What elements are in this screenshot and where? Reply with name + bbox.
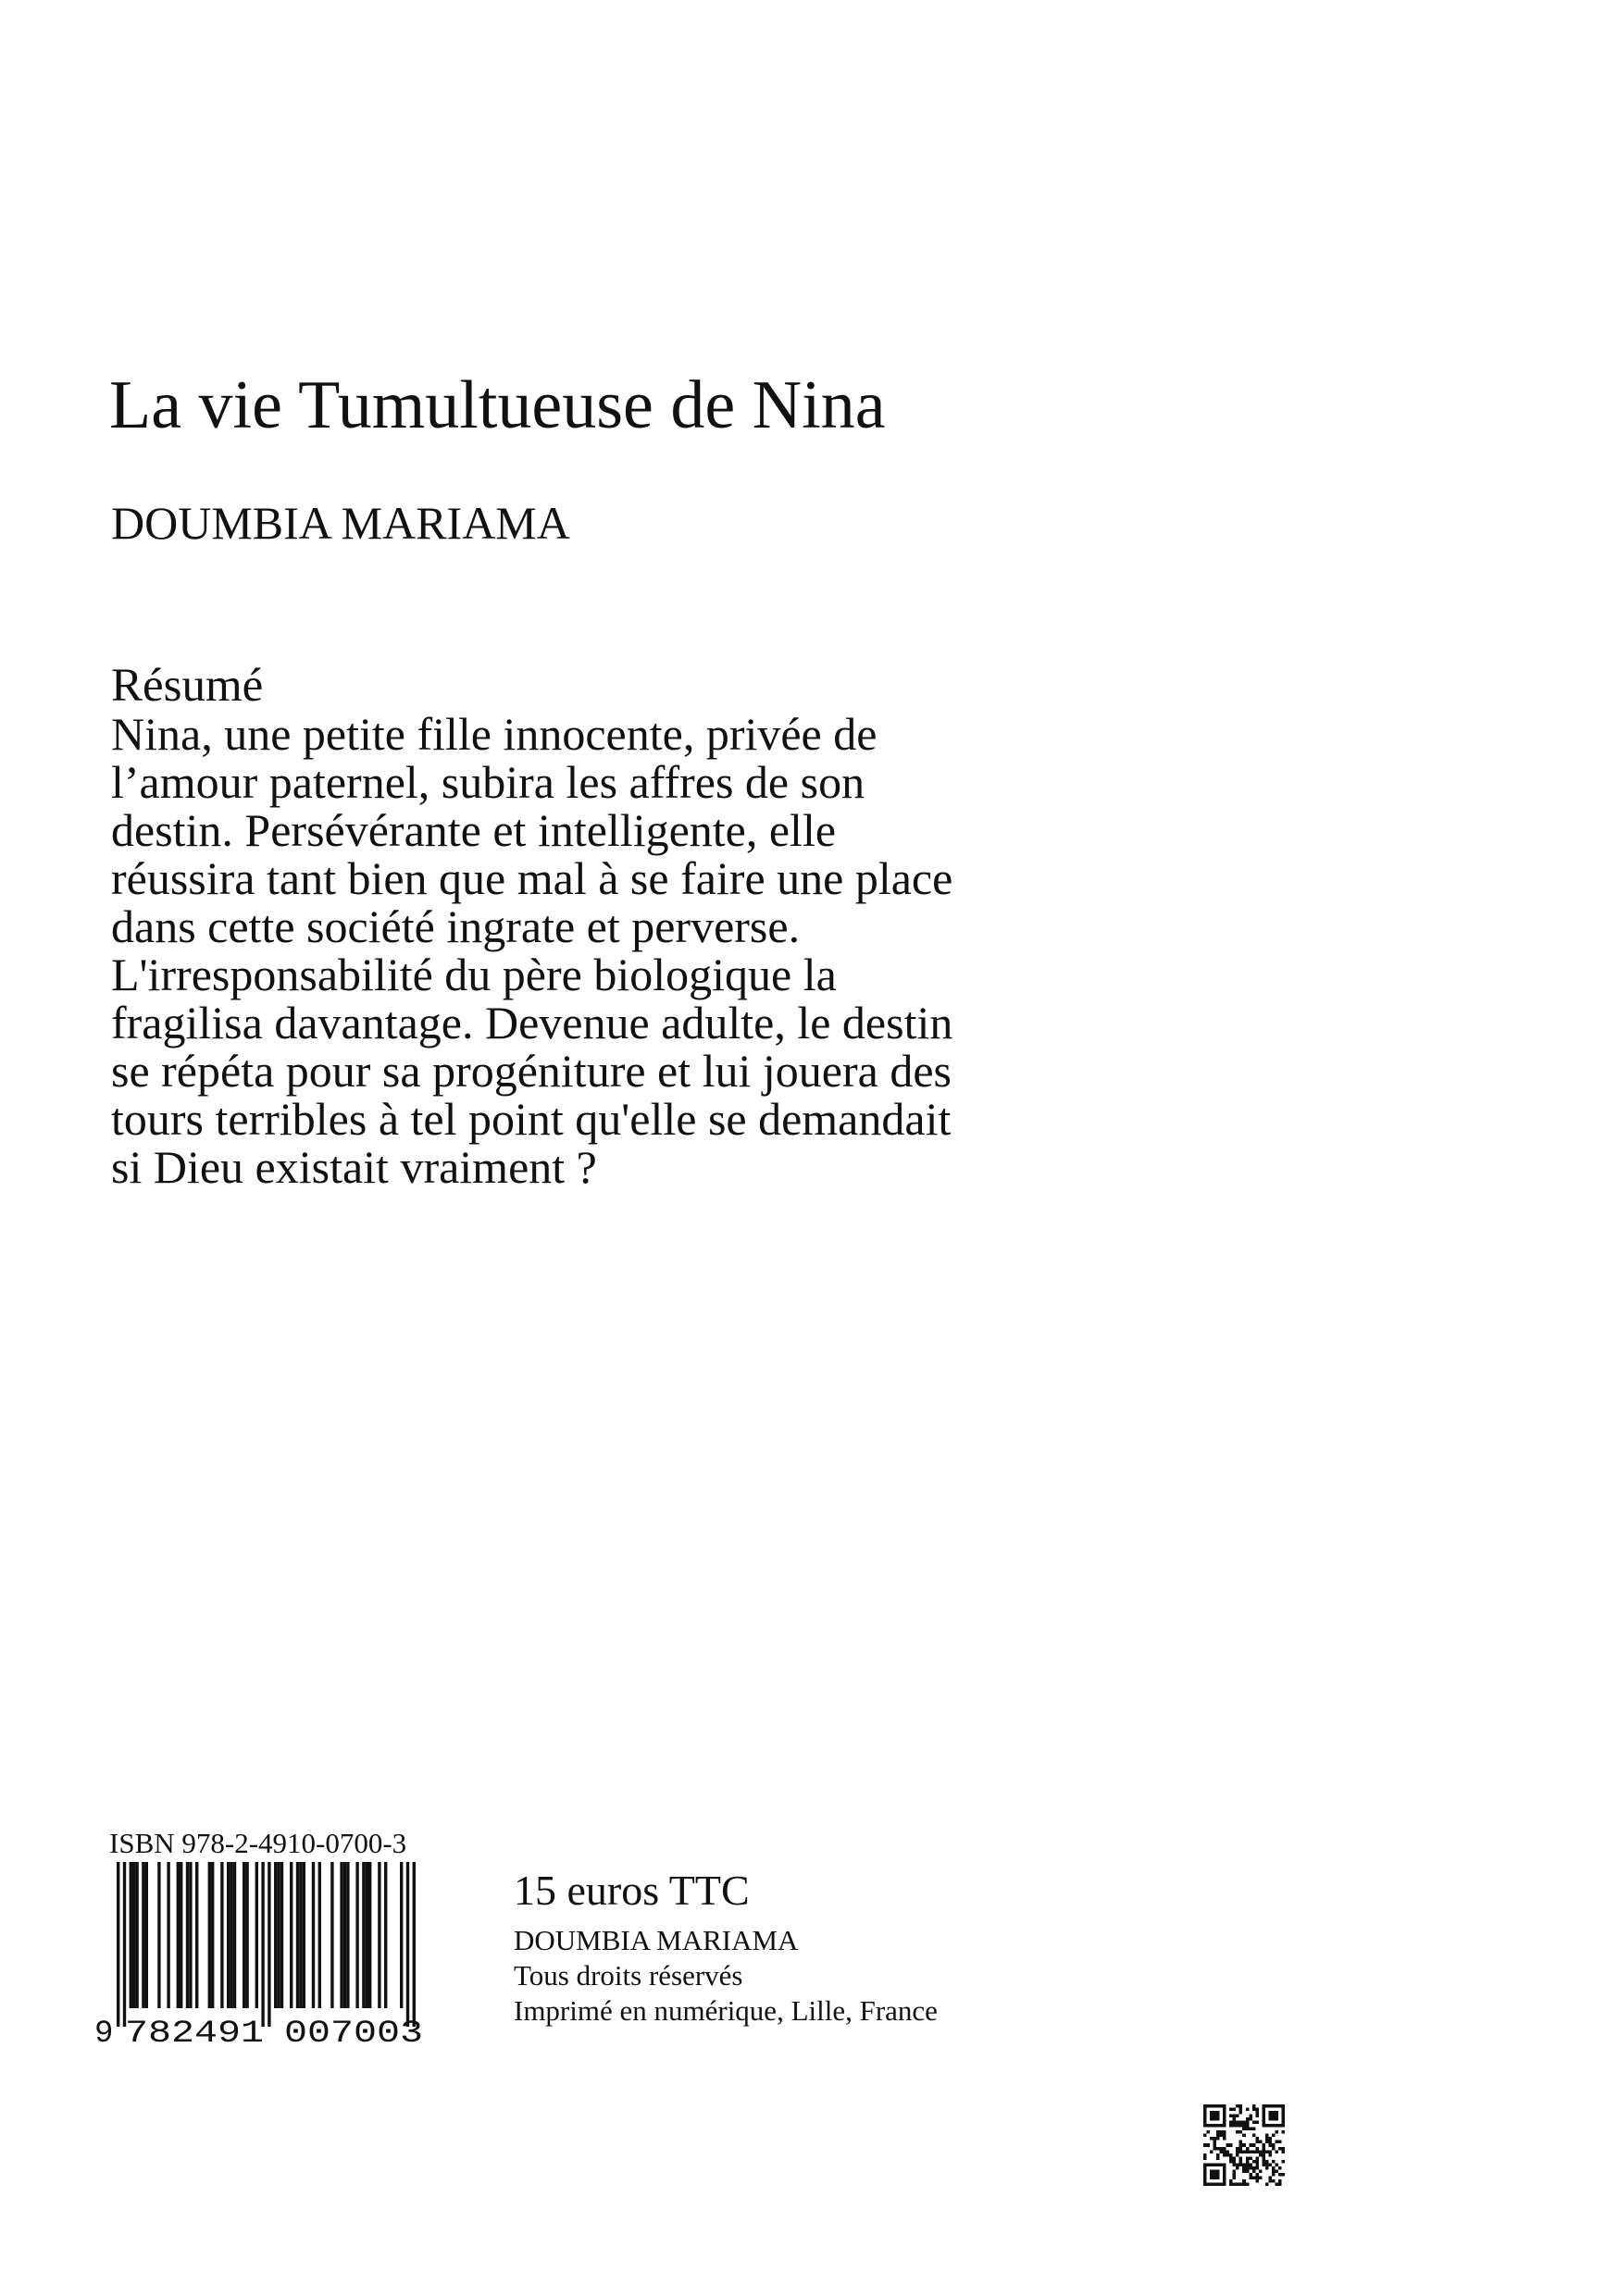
barcode-digits-left: 782491 xyxy=(125,2017,264,2045)
qr-module xyxy=(1233,2163,1237,2166)
qr-module xyxy=(1268,2153,1272,2157)
qr-module xyxy=(1265,2163,1269,2166)
qr-module xyxy=(1249,2143,1252,2147)
qr-module xyxy=(1281,2160,1285,2164)
qr-module xyxy=(1268,2137,1272,2141)
barcode-bar xyxy=(132,1862,135,2008)
qr-module xyxy=(1272,2179,1276,2183)
qr-module xyxy=(1214,2147,1217,2151)
qr-module xyxy=(1272,2134,1276,2138)
qr-module xyxy=(1272,2173,1276,2177)
qr-module xyxy=(1229,2153,1233,2157)
barcode-bar xyxy=(180,1862,182,2008)
barcode-bar xyxy=(290,1862,292,2008)
qr-module xyxy=(1275,2130,1278,2134)
qr-module xyxy=(1272,2169,1276,2173)
qr-module xyxy=(1252,2128,1256,2131)
qr-module xyxy=(1242,2163,1246,2166)
qr-module xyxy=(1265,2141,1269,2144)
qr-module xyxy=(1275,2141,1278,2144)
qr-module xyxy=(1233,2115,1237,2118)
barcode-bar xyxy=(245,1862,248,2008)
qr-module xyxy=(1214,2141,1217,2144)
qr-module xyxy=(1262,2153,1265,2157)
qr-module xyxy=(1262,2160,1265,2164)
qr-module xyxy=(1281,2108,1285,2125)
qr-module xyxy=(1249,2156,1252,2160)
qr-module xyxy=(1262,2150,1265,2153)
qr-module xyxy=(1268,2179,1272,2183)
barcode-bar xyxy=(378,1862,380,2008)
summary-line: réussira tant bien que mal à se faire une place xyxy=(111,852,953,904)
qr-module xyxy=(1246,2182,1250,2186)
qr-module xyxy=(1236,2163,1239,2166)
qr-module xyxy=(1252,2134,1256,2138)
qr-module xyxy=(1236,2115,1239,2118)
qr-module xyxy=(1233,2182,1237,2186)
qr-module xyxy=(1255,2176,1259,2179)
barcode-bar xyxy=(277,1862,280,2008)
barcode-bar xyxy=(296,1862,299,2008)
barcode-bar xyxy=(274,1862,277,2008)
qr-module xyxy=(1252,2143,1256,2147)
summary-line: tours terribles à tel point qu'elle se demandait xyxy=(111,1093,952,1145)
qr-module xyxy=(1229,2108,1233,2112)
summary-line: si Dieu existait vraiment ? xyxy=(111,1141,597,1193)
qr-module xyxy=(1242,2128,1246,2131)
barcode-bar xyxy=(400,1862,403,2008)
barcode-bar xyxy=(142,1862,144,2008)
barcode-bar xyxy=(312,1862,315,2008)
qr-module xyxy=(1233,2108,1237,2112)
qr-module xyxy=(1229,2121,1233,2125)
summary-line: destin. Persévérante et intelligente, elle xyxy=(111,804,837,856)
qr-module xyxy=(1214,2143,1217,2147)
qr-module xyxy=(1281,2150,1285,2153)
qr-module xyxy=(1236,2182,1239,2186)
qr-module xyxy=(1220,2134,1224,2138)
qr-module xyxy=(1246,2121,1250,2125)
author-name: DOUMBIA MARIAMA xyxy=(111,497,570,549)
qr-module xyxy=(1278,2141,1282,2144)
qr-module xyxy=(1246,2166,1250,2170)
qr-module xyxy=(1275,2182,1278,2186)
qr-module xyxy=(1229,2179,1233,2183)
qr-module xyxy=(1246,2156,1250,2160)
qr-module xyxy=(1233,2176,1237,2179)
qr-module xyxy=(1272,2147,1276,2151)
barcode-bar xyxy=(227,1862,230,2008)
qr-module xyxy=(1272,2143,1276,2147)
qr-module xyxy=(1203,2143,1207,2147)
qr-module xyxy=(1226,2150,1230,2153)
barcode-bar xyxy=(268,1862,270,2027)
barcode-bar xyxy=(230,1862,232,2008)
qr-module xyxy=(1252,2108,1256,2112)
qr-module xyxy=(1246,2169,1250,2173)
barcode-bar xyxy=(130,1862,132,2008)
qr-module xyxy=(1239,2111,1243,2115)
barcode-bar xyxy=(413,1862,416,2027)
barcode-bar xyxy=(368,1862,371,2008)
qr-module xyxy=(1265,2134,1269,2138)
qr-module xyxy=(1278,2179,1282,2183)
price: 15 euros TTC xyxy=(514,1867,750,1914)
qr-module xyxy=(1252,2121,1256,2125)
qr-module xyxy=(1252,2150,1256,2153)
qr-module xyxy=(1239,2104,1243,2108)
qr-module xyxy=(1246,2150,1250,2153)
qr-module xyxy=(1239,2130,1243,2134)
qr-module xyxy=(1246,2160,1250,2164)
qr-module xyxy=(1233,2169,1237,2173)
barcode-bar xyxy=(123,1862,126,2027)
qr-module xyxy=(1223,2134,1226,2138)
qr-module xyxy=(1220,2150,1224,2153)
qr-module xyxy=(1229,2143,1233,2147)
qr-module xyxy=(1223,2150,1226,2153)
qr-module xyxy=(1229,2182,1233,2186)
qr-module xyxy=(1262,2147,1265,2151)
barcode-bar xyxy=(167,1862,169,2008)
qr-module xyxy=(1252,2160,1256,2164)
qr-module xyxy=(1236,2166,1239,2170)
qr-module xyxy=(1239,2182,1243,2186)
summary-line: L'irresponsabilité du père biologique la xyxy=(111,949,837,1000)
qr-module xyxy=(1281,2173,1285,2177)
qr-module xyxy=(1229,2124,1233,2128)
qr-module xyxy=(1246,2117,1250,2121)
qr-module xyxy=(1259,2169,1263,2173)
barcode-bar xyxy=(355,1862,358,2008)
qr-module xyxy=(1210,2150,1214,2153)
qr-module xyxy=(1233,2160,1237,2164)
qr-module xyxy=(1249,2128,1252,2131)
barcode-bar xyxy=(261,1862,264,2027)
qr-module xyxy=(1265,2182,1269,2186)
qr-module xyxy=(1246,2147,1250,2151)
qr-module xyxy=(1236,2130,1239,2134)
qr-module xyxy=(1236,2104,1239,2108)
qr-module xyxy=(1207,2130,1211,2134)
qr-module xyxy=(1239,2156,1243,2160)
qr-module xyxy=(1275,2169,1278,2173)
qr-module xyxy=(1210,2111,1220,2121)
qr-module xyxy=(1259,2150,1263,2153)
barcode-bar xyxy=(280,1862,283,2008)
qr-module xyxy=(1255,2137,1259,2141)
qr-module xyxy=(1255,2156,1259,2160)
qr-module xyxy=(1275,2163,1278,2166)
printing-location: Imprimé en numérique, Lille, France xyxy=(514,1994,938,2027)
qr-module xyxy=(1249,2173,1252,2177)
qr-module xyxy=(1223,2166,1226,2183)
qr-module xyxy=(1249,2115,1252,2118)
qr-module xyxy=(1223,2137,1226,2141)
qr-module xyxy=(1255,2108,1259,2112)
barcode-bar xyxy=(330,1862,333,2008)
qr-module xyxy=(1214,2137,1217,2141)
qr-module xyxy=(1242,2166,1246,2170)
qr-module xyxy=(1239,2147,1243,2151)
barcode-bar xyxy=(117,1862,119,2027)
qr-module xyxy=(1223,2130,1226,2134)
qr-module xyxy=(1262,2124,1285,2128)
barcode-bar xyxy=(189,1862,192,2008)
qr-module xyxy=(1233,2173,1237,2177)
qr-module xyxy=(1216,2134,1220,2138)
barcode-bar xyxy=(220,1862,223,2008)
barcode-bar xyxy=(346,1862,349,2008)
qr-module xyxy=(1242,2124,1246,2128)
summary-heading: Résumé xyxy=(111,660,264,712)
qr-module xyxy=(1252,2176,1256,2179)
qr-module xyxy=(1265,2150,1269,2153)
qr-module xyxy=(1262,2143,1265,2147)
qr-module xyxy=(1220,2130,1224,2134)
qr-module xyxy=(1281,2130,1285,2134)
qr-module xyxy=(1255,2166,1259,2170)
qr-module xyxy=(1262,2156,1265,2160)
qr-module xyxy=(1223,2108,1226,2125)
qr-module xyxy=(1233,2124,1237,2128)
summary-block xyxy=(111,662,1240,1191)
barcode-bar xyxy=(208,1862,211,2008)
qr-module xyxy=(1262,2104,1285,2108)
barcode-bar xyxy=(362,1862,365,2008)
qr-module xyxy=(1249,2117,1252,2121)
qr-module xyxy=(1203,2104,1226,2108)
qr-module xyxy=(1239,2143,1243,2147)
qr-module xyxy=(1236,2150,1239,2153)
qr-module xyxy=(1259,2153,1263,2157)
qr-module xyxy=(1272,2166,1276,2170)
qr-module xyxy=(1216,2130,1220,2134)
qr-module xyxy=(1246,2108,1250,2112)
barcode-bar xyxy=(233,1862,236,2008)
qr-module xyxy=(1236,2121,1239,2125)
qr-module xyxy=(1226,2153,1230,2157)
qr-module xyxy=(1249,2150,1252,2153)
barcode-digit-first: 9 xyxy=(94,2017,114,2045)
qr-module xyxy=(1203,2108,1207,2125)
qr-module xyxy=(1255,2147,1259,2151)
qr-module xyxy=(1216,2153,1220,2157)
qr-module xyxy=(1207,2143,1211,2147)
qr-code xyxy=(1203,2104,1285,2186)
qr-module xyxy=(1216,2147,1220,2151)
summary-line: se répéta pour sa progéniture et lui jouera des xyxy=(111,1045,952,1097)
qr-module xyxy=(1255,2111,1259,2115)
qr-module xyxy=(1242,2143,1246,2147)
rights-notice: Tous droits réservés xyxy=(514,1959,743,1992)
qr-module xyxy=(1233,2121,1237,2125)
qr-module xyxy=(1252,2104,1256,2108)
barcode-bar xyxy=(177,1862,180,2008)
qr-module xyxy=(1242,2134,1246,2138)
qr-module xyxy=(1239,2121,1243,2125)
qr-module xyxy=(1220,2147,1224,2151)
qr-module xyxy=(1281,2147,1285,2151)
qr-module xyxy=(1278,2182,1282,2186)
qr-module xyxy=(1236,2124,1239,2128)
qr-module xyxy=(1259,2141,1263,2144)
qr-module xyxy=(1255,2173,1259,2177)
publisher-name: DOUMBIA MARIAMA xyxy=(514,1924,799,1956)
qr-module xyxy=(1203,2153,1207,2157)
qr-module xyxy=(1216,2156,1220,2160)
qr-module xyxy=(1216,2137,1220,2141)
summary-line: l’amour paternel, subira les affres de son xyxy=(111,756,865,808)
barcode-bar xyxy=(243,1862,245,2008)
qr-module xyxy=(1203,2166,1207,2183)
qr-module xyxy=(1255,2179,1259,2183)
qr-module xyxy=(1255,2150,1259,2153)
barcode-bar xyxy=(157,1862,160,2008)
qr-module xyxy=(1255,2160,1259,2164)
qr-module xyxy=(1242,2121,1246,2125)
qr-module xyxy=(1268,2150,1272,2153)
qr-module xyxy=(1203,2134,1207,2138)
qr-module xyxy=(1268,2163,1272,2166)
qr-module xyxy=(1223,2153,1226,2157)
qr-module xyxy=(1239,2160,1243,2164)
qr-module xyxy=(1233,2117,1237,2121)
barcode-bar xyxy=(186,1862,189,2008)
qr-module xyxy=(1203,2156,1207,2160)
barcode-bar xyxy=(318,1862,321,2008)
qr-module xyxy=(1265,2160,1269,2164)
barcode-bar xyxy=(366,1862,368,2008)
barcode-bar xyxy=(195,1862,198,2008)
barcode xyxy=(93,1860,454,2045)
qr-module xyxy=(1268,2143,1272,2147)
qr-module xyxy=(1210,2169,1220,2179)
barcode-bar xyxy=(299,1862,302,2008)
qr-module xyxy=(1252,2166,1256,2170)
barcode-bar xyxy=(406,1862,409,2027)
barcode-bar xyxy=(340,1862,342,2008)
barcode-bar xyxy=(343,1862,346,2008)
qr-module xyxy=(1242,2182,1246,2186)
qr-module xyxy=(1229,2115,1233,2118)
qr-module xyxy=(1239,2150,1243,2153)
qr-module xyxy=(1252,2169,1256,2173)
qr-module xyxy=(1242,2179,1246,2183)
qr-module xyxy=(1239,2108,1243,2112)
qr-module xyxy=(1239,2124,1243,2128)
barcode-bar xyxy=(211,1862,214,2008)
qr-module xyxy=(1203,2163,1226,2166)
qr-module xyxy=(1233,2156,1237,2160)
qr-module xyxy=(1223,2147,1226,2151)
summary-line: dans cette société ingrate et perverse. xyxy=(111,900,801,952)
qr-module xyxy=(1210,2137,1214,2141)
qr-module xyxy=(1226,2143,1230,2147)
barcode-bars xyxy=(117,1862,416,2027)
barcode-bar xyxy=(145,1862,148,2008)
qr-module xyxy=(1272,2160,1276,2164)
qr-module xyxy=(1246,2124,1250,2128)
qr-module xyxy=(1249,2176,1252,2179)
book-title: La vie Tumultueuse de Nina xyxy=(109,367,886,443)
qr-module xyxy=(1268,2141,1272,2144)
isbn-label: ISBN 978-2-4910-0700-3 xyxy=(109,1827,407,1859)
barcode-digits-right: 007003 xyxy=(284,2017,423,2045)
barcode-bar xyxy=(303,1862,305,2008)
qr-module xyxy=(1229,2156,1233,2160)
qr-module xyxy=(1259,2176,1263,2179)
qr-module xyxy=(1268,2176,1272,2179)
summary-line: fragilisa davantage. Devenue adulte, le destin xyxy=(111,997,953,1049)
qr-module xyxy=(1249,2163,1252,2166)
qr-module xyxy=(1265,2166,1269,2170)
barcode-bar xyxy=(255,1862,258,2008)
qr-module xyxy=(1278,2173,1282,2177)
qr-module xyxy=(1255,2121,1259,2125)
qr-module xyxy=(1262,2163,1265,2166)
qr-module xyxy=(1229,2160,1233,2164)
qr-module xyxy=(1278,2166,1282,2170)
qr-module xyxy=(1236,2147,1239,2151)
qr-module xyxy=(1255,2141,1259,2144)
qr-module xyxy=(1262,2108,1265,2125)
qr-module xyxy=(1278,2147,1282,2151)
qr-module xyxy=(1203,2124,1226,2128)
barcode-bar xyxy=(384,1862,387,2008)
qr-module xyxy=(1239,2163,1243,2166)
qr-module xyxy=(1242,2150,1246,2153)
qr-module xyxy=(1246,2163,1250,2166)
qr-module xyxy=(1265,2137,1269,2141)
barcode-bar xyxy=(135,1862,138,2008)
qr-module xyxy=(1255,2115,1259,2118)
qr-module xyxy=(1239,2141,1243,2144)
qr-module xyxy=(1249,2166,1252,2170)
qr-module xyxy=(1203,2182,1226,2186)
summary-line: Nina, une petite fille innocente, privée de xyxy=(111,708,877,760)
qr-module xyxy=(1268,2111,1278,2121)
qr-module xyxy=(1255,2163,1259,2166)
qr-module xyxy=(1246,2128,1250,2131)
qr-module xyxy=(1236,2153,1239,2157)
qr-module xyxy=(1275,2150,1278,2153)
qr-module xyxy=(1242,2169,1246,2173)
